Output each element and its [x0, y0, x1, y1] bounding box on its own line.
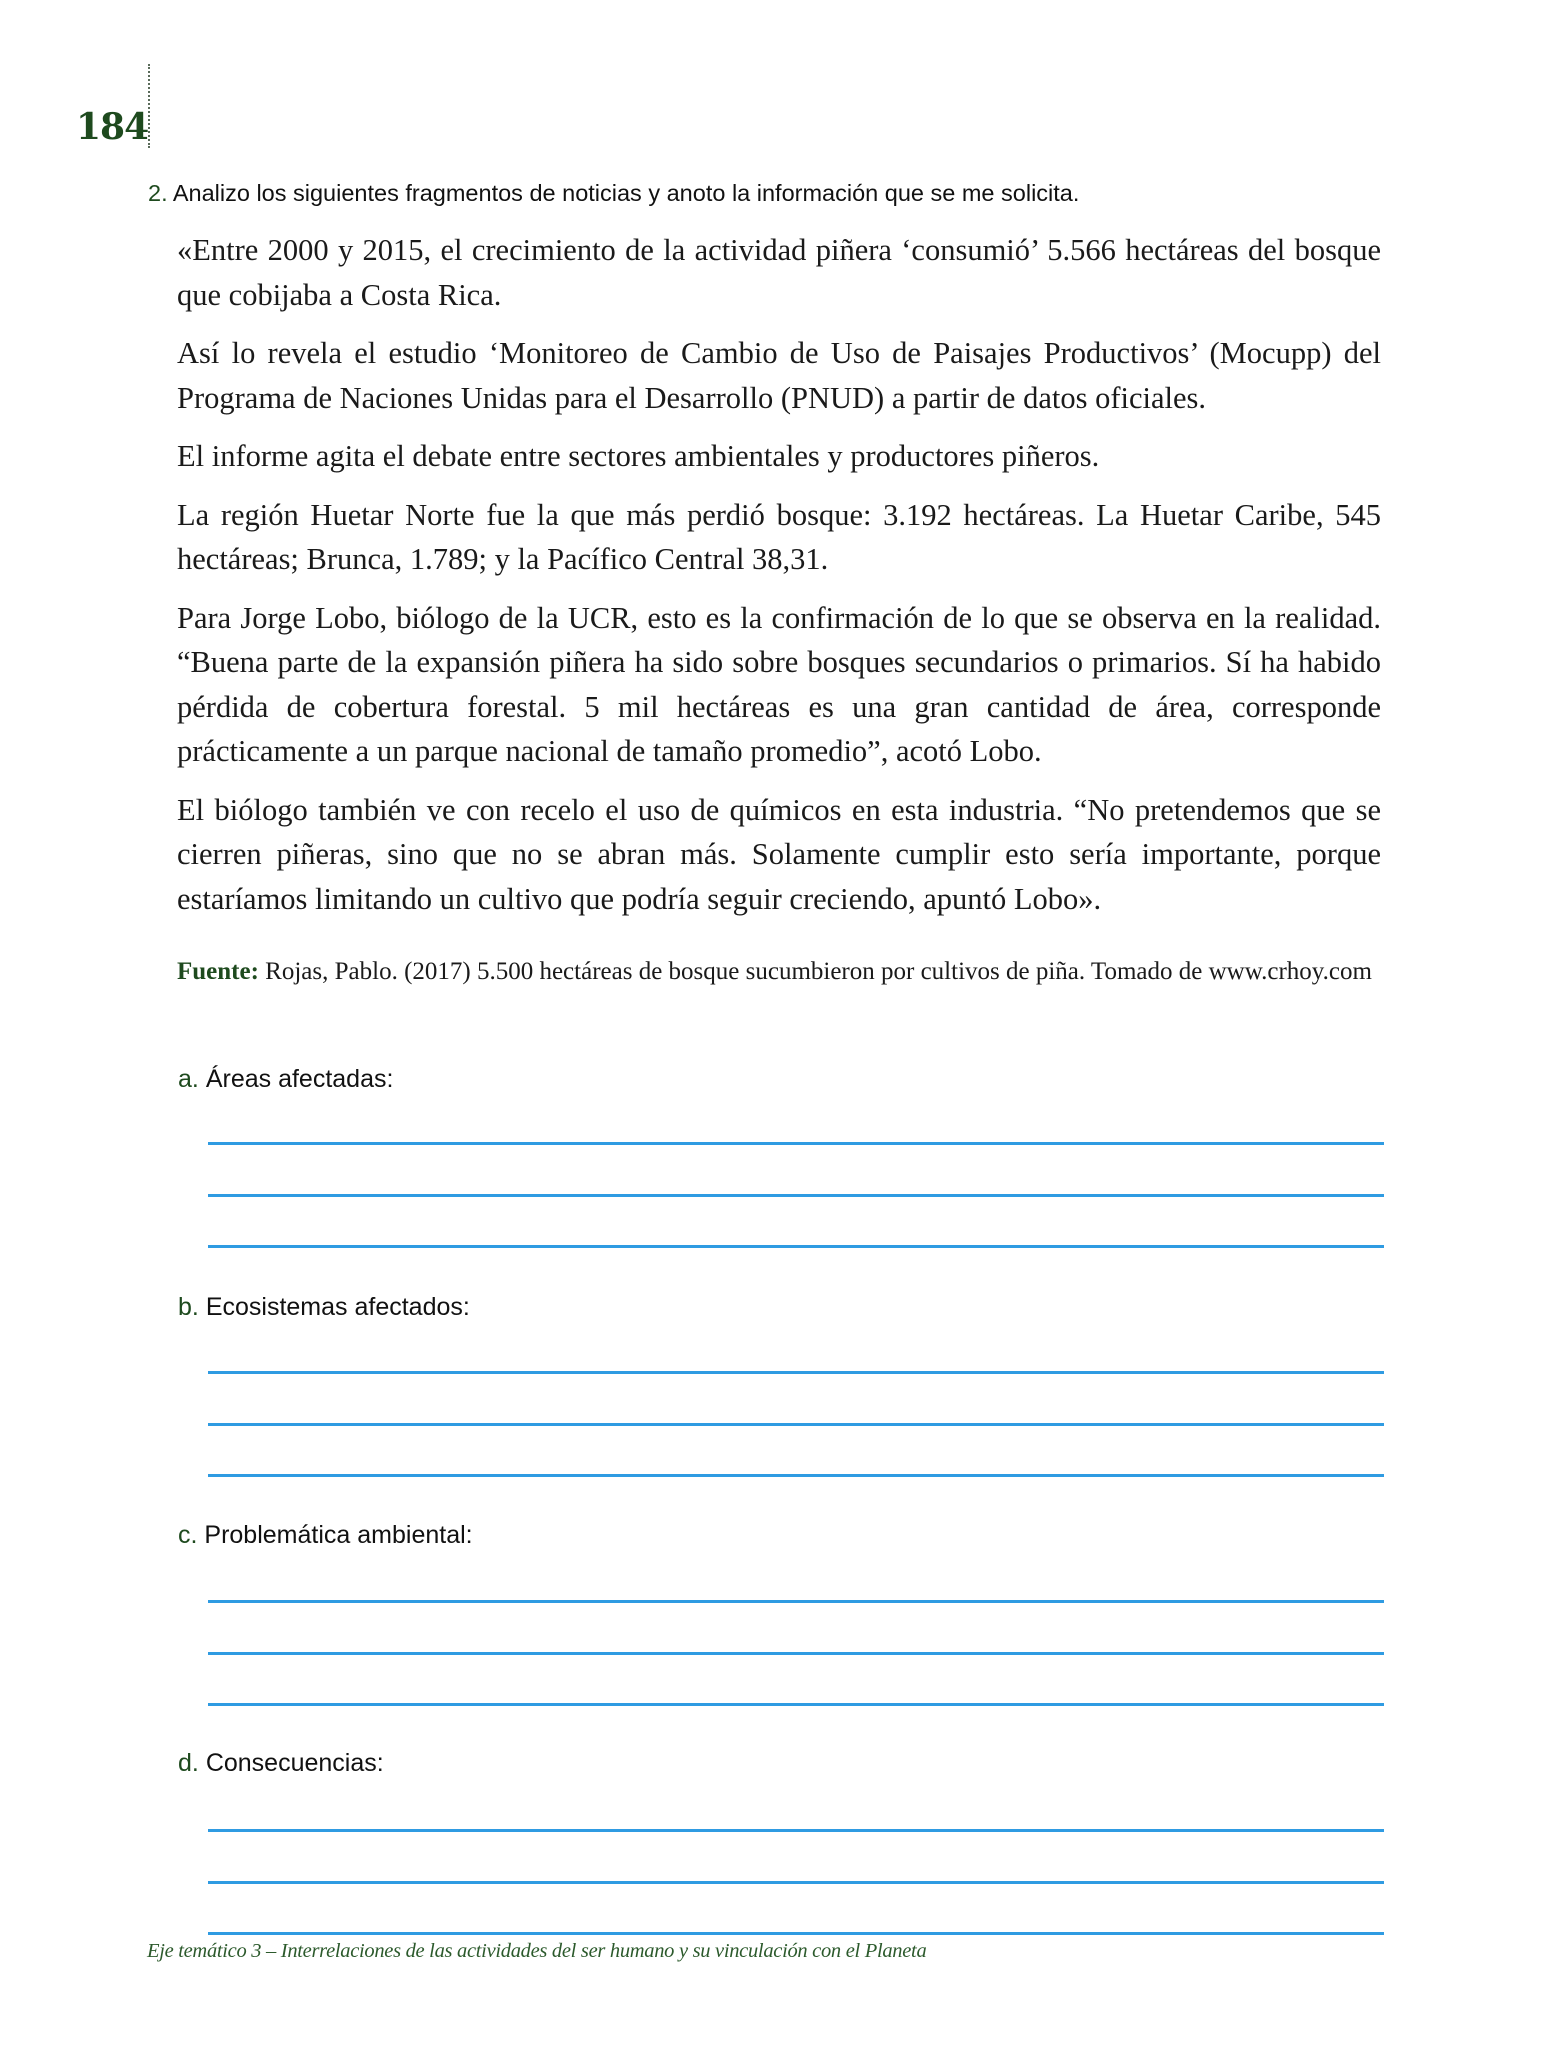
- answer-line-d-1[interactable]: [208, 1829, 1384, 1832]
- page-footer: Eje temático 3 – Interrelaciones de las actividades del ser humano y su vinculación con el Planeta: [147, 1940, 927, 1962]
- question-letter: d.: [178, 1749, 199, 1777]
- source-citation: [177, 950, 1381, 994]
- question-letter: a.: [178, 1065, 199, 1093]
- answer-line-b-3[interactable]: [208, 1474, 1384, 1477]
- question-c: [178, 1521, 473, 1550]
- answer-line-a-3[interactable]: [208, 1245, 1384, 1248]
- news-paragraph: Así lo revela el estudio ‘Monitoreo de Cambio de Uso de Paisajes Productivos’ (Mocupp) del Programa de Naciones Unidas para el Desarrollo (PNUD) a partir de datos oficiales.: [177, 336, 1381, 415]
- answer-line-a-2[interactable]: [208, 1194, 1384, 1197]
- question-label: Problemática ambiental:: [204, 1521, 473, 1549]
- news-paragraph: Para Jorge Lobo, biólogo de la UCR, esto es la confirmación de lo que se observa en la realidad. “Buena parte de la expansión piñera ha sido sobre bosques secundarios o primarios. Sí ha habido pérdida de cobertura forestal. 5 mil hectáreas es una gran cantidad de área, corresponde prácticamente a un parque nacional de tamaño promedio”, acotó Lobo.: [177, 600, 1381, 768]
- question-label: Ecosistemas afectados:: [205, 1293, 470, 1321]
- page-number: 184: [76, 106, 149, 148]
- exercise-instruction: [148, 180, 1079, 207]
- news-paragraph: La región Huetar Norte fue la que más perdió bosque: 3.192 hectáreas. La Huetar Caribe, 545 hectáreas; Brunca, 1.789; y la Pacífico Central 38,31.: [177, 497, 1381, 576]
- question-a: [178, 1065, 393, 1094]
- question-d: [178, 1749, 384, 1778]
- answer-line-b-2[interactable]: [208, 1423, 1384, 1426]
- question-letter: c.: [178, 1521, 198, 1549]
- answer-line-b-1[interactable]: [208, 1371, 1384, 1374]
- source-label: Fuente:: [177, 958, 259, 985]
- news-excerpt: [177, 228, 1381, 935]
- exercise-number: 2.: [148, 180, 168, 206]
- answer-line-c-2[interactable]: [208, 1652, 1384, 1655]
- answer-line-d-2[interactable]: [208, 1881, 1384, 1884]
- news-paragraph: El biólogo también ve con recelo el uso de químicos en esta industria. “No pretendemos que se cierren piñeras, sino que no se abran más. Solamente cumplir esto sería importante, porque estaríamos limitando un cultivo que podría seguir creciendo, apuntó Lobo».: [177, 792, 1381, 916]
- question-label: Consecuencias:: [205, 1749, 384, 1777]
- question-label: Áreas afectadas:: [205, 1065, 394, 1093]
- news-paragraph: El informe agita el debate entre sectores ambientales y productores piñeros.: [177, 439, 1100, 473]
- answer-line-a-1[interactable]: [208, 1142, 1384, 1145]
- source-text: Rojas, Pablo. (2017) 5.500 hectáreas de bosque sucumbieron por cultivos de piña. Tomado de www.crhoy.com: [258, 958, 1372, 985]
- answer-line-c-3[interactable]: [208, 1703, 1384, 1706]
- answer-line-d-3[interactable]: [208, 1932, 1384, 1935]
- news-paragraph: «Entre 2000 y 2015, el crecimiento de la actividad piñera ‘consumió’ 5.566 hectáreas del bosque que cobijaba a Costa Rica.: [177, 233, 1381, 312]
- dotted-divider: [148, 64, 150, 148]
- question-letter: b.: [178, 1293, 199, 1321]
- exercise-instruction-text: Analizo los siguientes fragmentos de noticias y anoto la información que se me solicita.: [172, 180, 1080, 206]
- question-b: [178, 1293, 470, 1322]
- answer-line-c-1[interactable]: [208, 1600, 1384, 1603]
